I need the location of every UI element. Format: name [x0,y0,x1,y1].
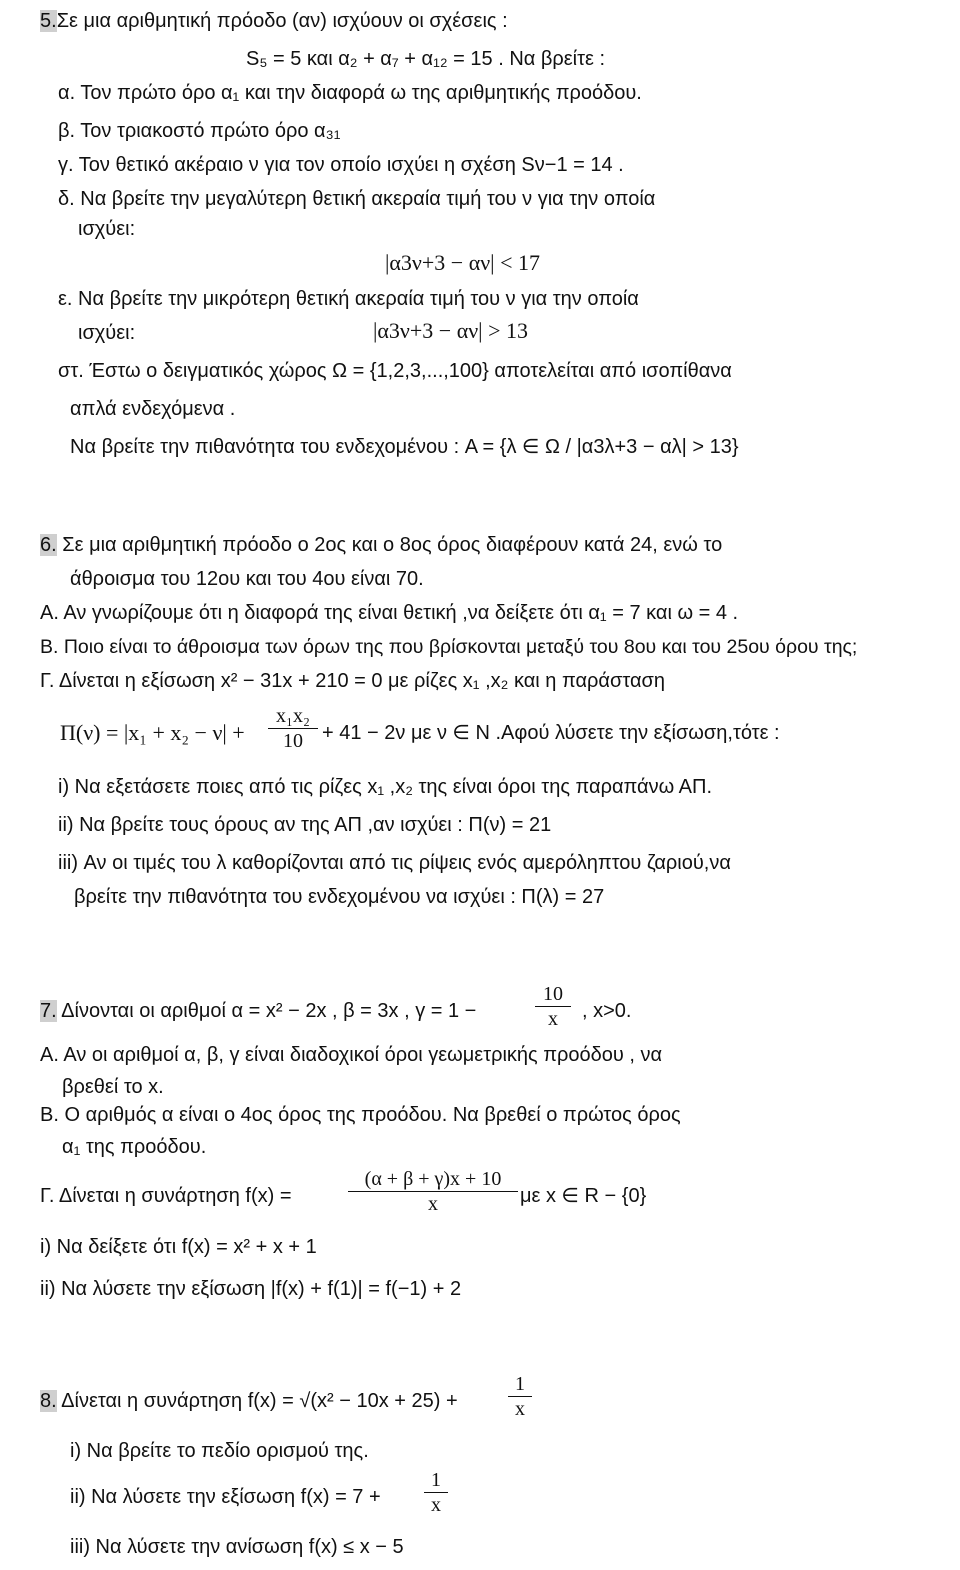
fraction-bar [508,1396,532,1397]
question-i: i) Να δείξετε ότι f(x) = x² + x + 1 [40,1236,317,1258]
statement-condition: , x>0. [582,1000,632,1022]
fraction-denominator: x [515,1398,525,1420]
domain-condition: με x ∈ R − {0} [520,1185,647,1207]
fraction-denominator: x [548,1008,558,1030]
question-A-cont: βρεθεί το x. [62,1076,164,1098]
question-C: Γ. Δίνεται η εξίσωση x² − 31x + 210 = 0 με ρίζες x₁ ,x₂ και η παράσταση [40,670,665,692]
fraction-1-over-x [424,1468,448,1517]
question-d: δ. Να βρείτε την μεγαλύτερη θετική ακεραία τιμή του ν για την οποία [58,188,656,210]
expression-pi-left: Π(ν) = |x₁ + x₂ − ν| + [60,720,245,745]
fraction-numerator: 1 [515,1373,525,1395]
question-A: Α. Αν οι αριθμοί α, β, γ είναι διαδοχικοί όροι γεωμετρικής προόδου , να [40,1044,663,1066]
inequality-d: |α3ν+3 − αν| < 17 [385,250,540,275]
question-A: Α. Αν γνωρίζουμε ότι η διαφορά της είναι θετική ,να δείξετε ότι α₁ = 7 και ω = 4 . [40,602,739,624]
question-e-cont: ισχύει: [78,322,136,344]
problem-statement: Σε μια αριθμητική πρόοδο ο 2ος και ο 8ος όρος διαφέρουν κατά 24, ενώ το [62,534,723,556]
question-i: i) Να εξετάσετε ποιες από τις ρίζες x₁ ,x₂ της είναι όροι της παραπάνω ΑΠ. [58,776,713,798]
question-B-cont: α₁ της προόδου. [62,1136,207,1158]
expression-pi-right: + 41 − 2ν με ν ∈ N .Αφού λύσετε την εξίσωση,τότε : [322,722,780,744]
problem-number: 7. [40,1000,57,1022]
question-iii-cont: βρείτε την πιθανότητα του ενδεχομένου να ισχύει : Π(λ) = 27 [74,886,605,908]
question-i: i) Να βρείτε το πεδίο ορισμού της. [70,1440,369,1462]
question-st-event: Να βρείτε την πιθανότητα του ενδεχομένου : A = {λ ∈ Ω / |α3λ+3 − αλ| > 13} [70,436,739,458]
question-st-cont: απλά ενδεχόμενα . [70,398,236,420]
fraction-denominator: 10 [283,730,303,752]
fraction-numerator: 1 [431,1469,441,1491]
given-relations: S₅ = 5 και α₂ + α₇ + α₁₂ = 15 . Να βρείτε : [246,48,606,70]
question-c: γ. Τον θετικό ακέραιο ν για τον οποίο ισχύει η σχέση Sν−1 = 14 . [58,154,624,176]
problem-number: 6. [40,534,57,556]
fraction-denominator: x [428,1193,438,1215]
fraction-10-over-x [535,982,571,1031]
problem-number: 8. [40,1390,57,1412]
question-ii: ii) Να λύσετε την εξίσωση f(x) = 7 + [70,1486,381,1508]
fraction-numerator: x₁x₂ [276,705,310,727]
fraction-1-over-x [508,1372,532,1421]
fraction-numerator: (α + β + γ)x + 10 [364,1168,502,1190]
question-B: Β. Ο αριθμός α είναι ο 4ος όρος της προόδου. Να βρεθεί ο πρώτος όρος [40,1104,681,1126]
question-iii: iii) Να λύσετε την ανίσωση f(x) ≤ x − 5 [70,1536,404,1558]
question-ii: ii) Να βρείτε τους όρους αν της ΑΠ ,αν ισχύει : Π(ν) = 21 [58,814,552,836]
inequality-e: |α3ν+3 − αν| > 13 [373,318,528,343]
question-ii: ii) Να λύσετε την εξίσωση |f(x) + f(1)| = f(−1) + 2 [40,1278,462,1300]
fraction-x1x2-over-10 [268,704,318,753]
problem-statement: Δίνονται οι αριθμοί α = x² − 2x , β = 3x , γ = 1 − [61,1000,477,1022]
question-C: Γ. Δίνεται η συνάρτηση f(x) = [40,1185,292,1207]
question-iii: iii) Αν οι τιμές του λ καθορίζονται από τις ρίψεις ενός αμερόληπτου ζαριού,να [58,852,731,874]
fraction-numerator: 10 [543,983,563,1005]
question-st: στ. Έστω ο δειγματικός χώρος Ω = {1,2,3,...,100} αποτελείται από ισοπίθανα [58,360,732,382]
statement-cont: άθροισμα του 12ου και του 4ου είναι 70. [70,568,424,590]
question-e: ε. Να βρείτε την μικρότερη θετική ακεραία τιμή του ν για την οποία [58,288,639,310]
fraction-denominator: x [431,1494,441,1516]
question-B: Β. Ποιο είναι το άθροισμα των όρων της που βρίσκονται μεταξύ του 8ου και του 25ου όρου της; [40,636,858,658]
fraction-bar [268,728,318,729]
fraction-bar [535,1006,571,1007]
problem-statement: Δίνεται η συνάρτηση f(x) = √(x² − 10x + 25) + [61,1390,458,1412]
question-a: α. Τον πρώτο όρο α₁ και την διαφορά ω της αριθμητικής προόδου. [58,82,642,104]
problem-statement: Σε μια αριθμητική πρόοδο (αν) ισχύουν οι σχέσεις : [56,10,508,32]
problem-number: 5. [40,10,57,32]
fraction-bar [348,1191,518,1192]
question-d-cont: ισχύει: [78,218,136,240]
fraction-function-f [348,1167,518,1216]
fraction-bar [424,1492,448,1493]
question-b: β. Τον τριακοστό πρώτο όρο α₃₁ [58,120,341,142]
